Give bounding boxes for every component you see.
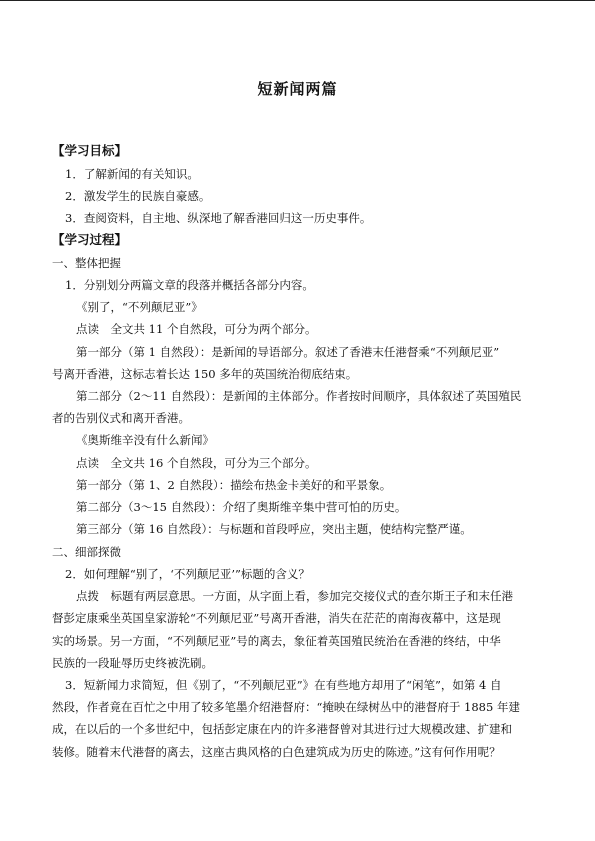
question-3-line1: 3．短新闻力求简短，但《别了，“不列颠尼亚”》在有些地方却用了“闲笔”，如第 4 自: [65, 678, 502, 692]
learning-goals-heading: 【学习目标】: [52, 143, 128, 158]
article-a-part2-line2: 者的告别仪式和离开香港。: [52, 411, 190, 425]
question-2-answer-line1: 点拨 标题有两层意思。一方面，从字面上看，参加完交接仪式的查尔斯王子和末任港: [76, 589, 513, 603]
article-b-point: 点读 全文共 16 个自然段，可分为三个部分。: [76, 456, 317, 470]
goal-item-3: 3．查阅资料，自主地、纵深地了解香港回归这一历史事件。: [65, 211, 372, 225]
article-b-part2: 第二部分（3～15 自然段）：介绍了奥斯维辛集中营可怕的历史。: [76, 500, 407, 514]
question-2-answer-line4: 民族的一段耻辱历史终被洗刷。: [52, 656, 213, 670]
question-3-line4: 装修。随着末代港督的离去，这座古典风格的白色建筑成为历史的陈迹。”这有何作用呢？: [52, 745, 501, 759]
article-a-part1-line2: 号离开香港，这标志着长达 150 多年的英国统治彻底结束。: [52, 367, 358, 381]
article-a-point: 点读 全文共 11 个自然段，可分为两个部分。: [76, 322, 317, 336]
top-rule: [0, 0, 595, 1]
question-2-answer-line3: 实的场景。另一方面，“不列颠尼亚”号的离去，象征着英国殖民统治在香港的终结，中华: [52, 634, 501, 648]
article-b-part1: 第一部分（第 1、2 自然段）：描绘布热金卡美好的和平景象。: [76, 478, 392, 492]
question-2-answer-line2: 督彭定康乘坐英国皇家游轮“不列颠尼亚”号离开香港，消失在茫茫的南海夜幕中，这是现: [52, 611, 501, 625]
article-a-title: 《别了，“不列颠尼亚”》: [76, 300, 203, 314]
goal-item-1: 1．了解新闻的有关知识。: [65, 167, 199, 181]
article-b-part3: 第三部分（第 16 自然段）：与标题和首段呼应，突出主题，使结构完整严谨。: [76, 522, 472, 536]
question-1: 1．分别划分两篇文章的段落并概括各部分内容。: [65, 278, 314, 292]
question-2: 2．如何理解“别了，‘不列颠尼亚’”标题的含义？: [65, 567, 310, 581]
section-2-heading: 二、细部探微: [52, 545, 121, 559]
document-title: 短新闻两篇: [257, 80, 338, 98]
learning-process-heading: 【学习过程】: [52, 232, 128, 247]
question-3-line3: 成，在以后的一个多世纪中，包括彭定康在内的许多港督曾对其进行过大规模改建、扩建和: [52, 722, 512, 736]
article-a-part2-line1: 第二部分（2～11 自然段）：是新闻的主体部分。作者按时间顺序，具体叙述了英国殖民: [76, 389, 522, 403]
question-3-line2: 然段，作者竟在百忙之中用了较多笔墨介绍港督府：“掩映在绿树丛中的港督府于 1885 年建: [52, 700, 520, 714]
goal-item-2: 2．激发学生的民族自豪感。: [65, 189, 211, 203]
article-a-part1-line1: 第一部分（第 1 自然段）：是新闻的导语部分。叙述了香港末任港督乘“不列颠尼亚”: [76, 345, 500, 359]
article-b-title: 《奥斯维辛没有什么新闻》: [76, 433, 214, 447]
section-1-heading: 一、整体把握: [52, 256, 121, 270]
